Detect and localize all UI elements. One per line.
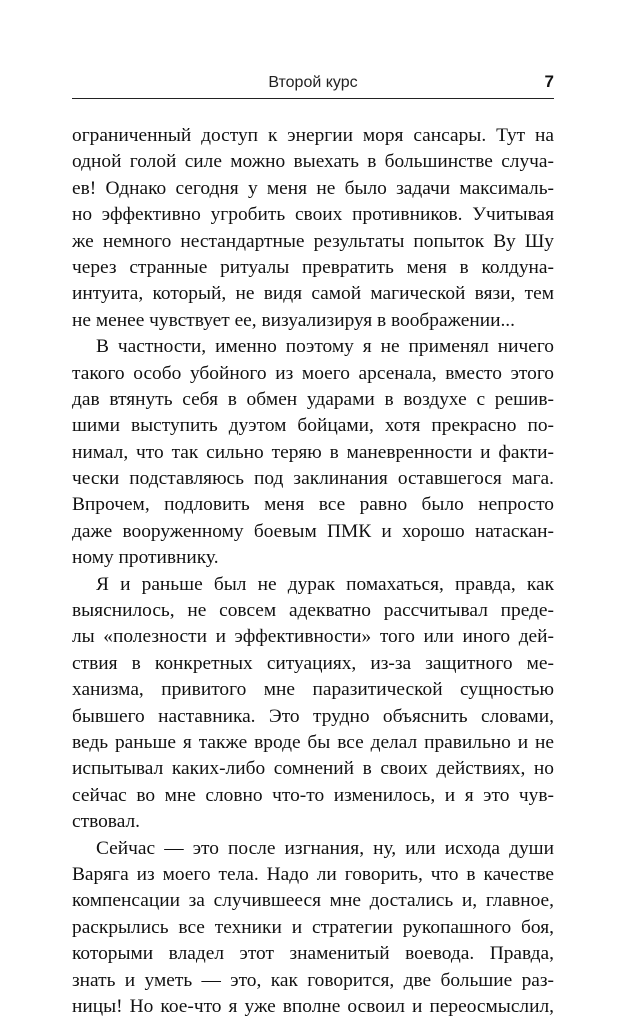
text-line: компенсации за случившееся мне достались и, главное, xyxy=(72,890,554,912)
text-line: одной голой силе можно выехать в большинстве случа- xyxy=(72,151,554,173)
text-line: сейчас во мне словно что-то изменилось, и я это чув- xyxy=(72,784,554,806)
text-line: ведь раньше я также вроде бы все делал правильно и не xyxy=(72,731,554,753)
text-line: дав втянуть себя в обмен ударами в воздухе с решив- xyxy=(72,388,554,410)
text-line: ницы! Но кое-что я уже вполне освоил и переосмыслил, xyxy=(72,995,554,1017)
text-line: даже вооруженному боевым ПМК и хорошо натаскан- xyxy=(72,520,554,542)
text-line: же немного нестандартные результаты попыток Ву Шу xyxy=(72,230,554,252)
text-line: ев! Однако сегодня у меня не было задачи максималь- xyxy=(72,177,554,199)
text-line: которыми владел этот знаменитый воевода. Правда, xyxy=(72,943,554,965)
text-line: знать и уметь — это, как говорится, две большие раз- xyxy=(72,969,554,991)
text-line: ствовал. xyxy=(72,811,140,833)
text-line: лы «полезности и эффективности» того или иного дей- xyxy=(72,626,554,648)
text-line: В частности, именно поэтому я не применял ничего xyxy=(96,336,554,358)
running-header xyxy=(72,72,554,99)
page-number: 7 xyxy=(544,72,554,91)
text-line: такого особо убойного из моего арсенала, вместо этого xyxy=(72,362,554,384)
text-line: шими выступить дуэтом бойцами, хотя прекрасно по- xyxy=(72,415,554,437)
text-line: бывшего наставника. Это трудно объяснить словами, xyxy=(72,705,554,727)
text-line: ограниченный доступ к энергии моря сансары. Тут на xyxy=(72,125,554,146)
text-line: нимал, что так сильно теряю в маневренности и факти- xyxy=(72,441,554,463)
text-line: ханизма, привитого мне паразитической сущностью xyxy=(72,679,554,701)
text-line: Я и раньше был не дурак помахаться, правда, как xyxy=(96,573,554,595)
text-line: Варяга из моего тела. Надо ли говорить, что в качестве xyxy=(72,863,554,885)
body-text xyxy=(72,123,554,1020)
text-line: Сейчас — это после изгнания, ну, или исхода души xyxy=(96,837,554,859)
text-line: ствия в конкретных ситуациях, из-за защитного ме- xyxy=(72,652,554,674)
text-line: раскрылись все техники и стратегии рукопашного боя, xyxy=(72,916,554,938)
text-line: интуита, который, не видя самой магической вязи, тем xyxy=(72,283,554,305)
text-line: выяснилось, не совсем адекватно рассчитывал преде- xyxy=(72,600,554,622)
text-line: Впрочем, подловить меня все равно было непросто xyxy=(72,494,554,516)
text-line: но эффективно угробить своих противников. Учитывая xyxy=(72,204,554,226)
text-line: не менее чувствует ее, визуализируя в воображении... xyxy=(72,309,516,331)
text-line: чески подставляюсь под заклинания оставшегося мага. xyxy=(72,468,554,490)
text-line: испытывал каких-либо сомнений в своих действиях, но xyxy=(72,758,554,780)
running-title: Второй курс xyxy=(268,74,358,91)
text-line: через странные ритуалы превратить меня в колдуна- xyxy=(72,256,554,278)
text-line: ному противнику. xyxy=(72,547,219,569)
